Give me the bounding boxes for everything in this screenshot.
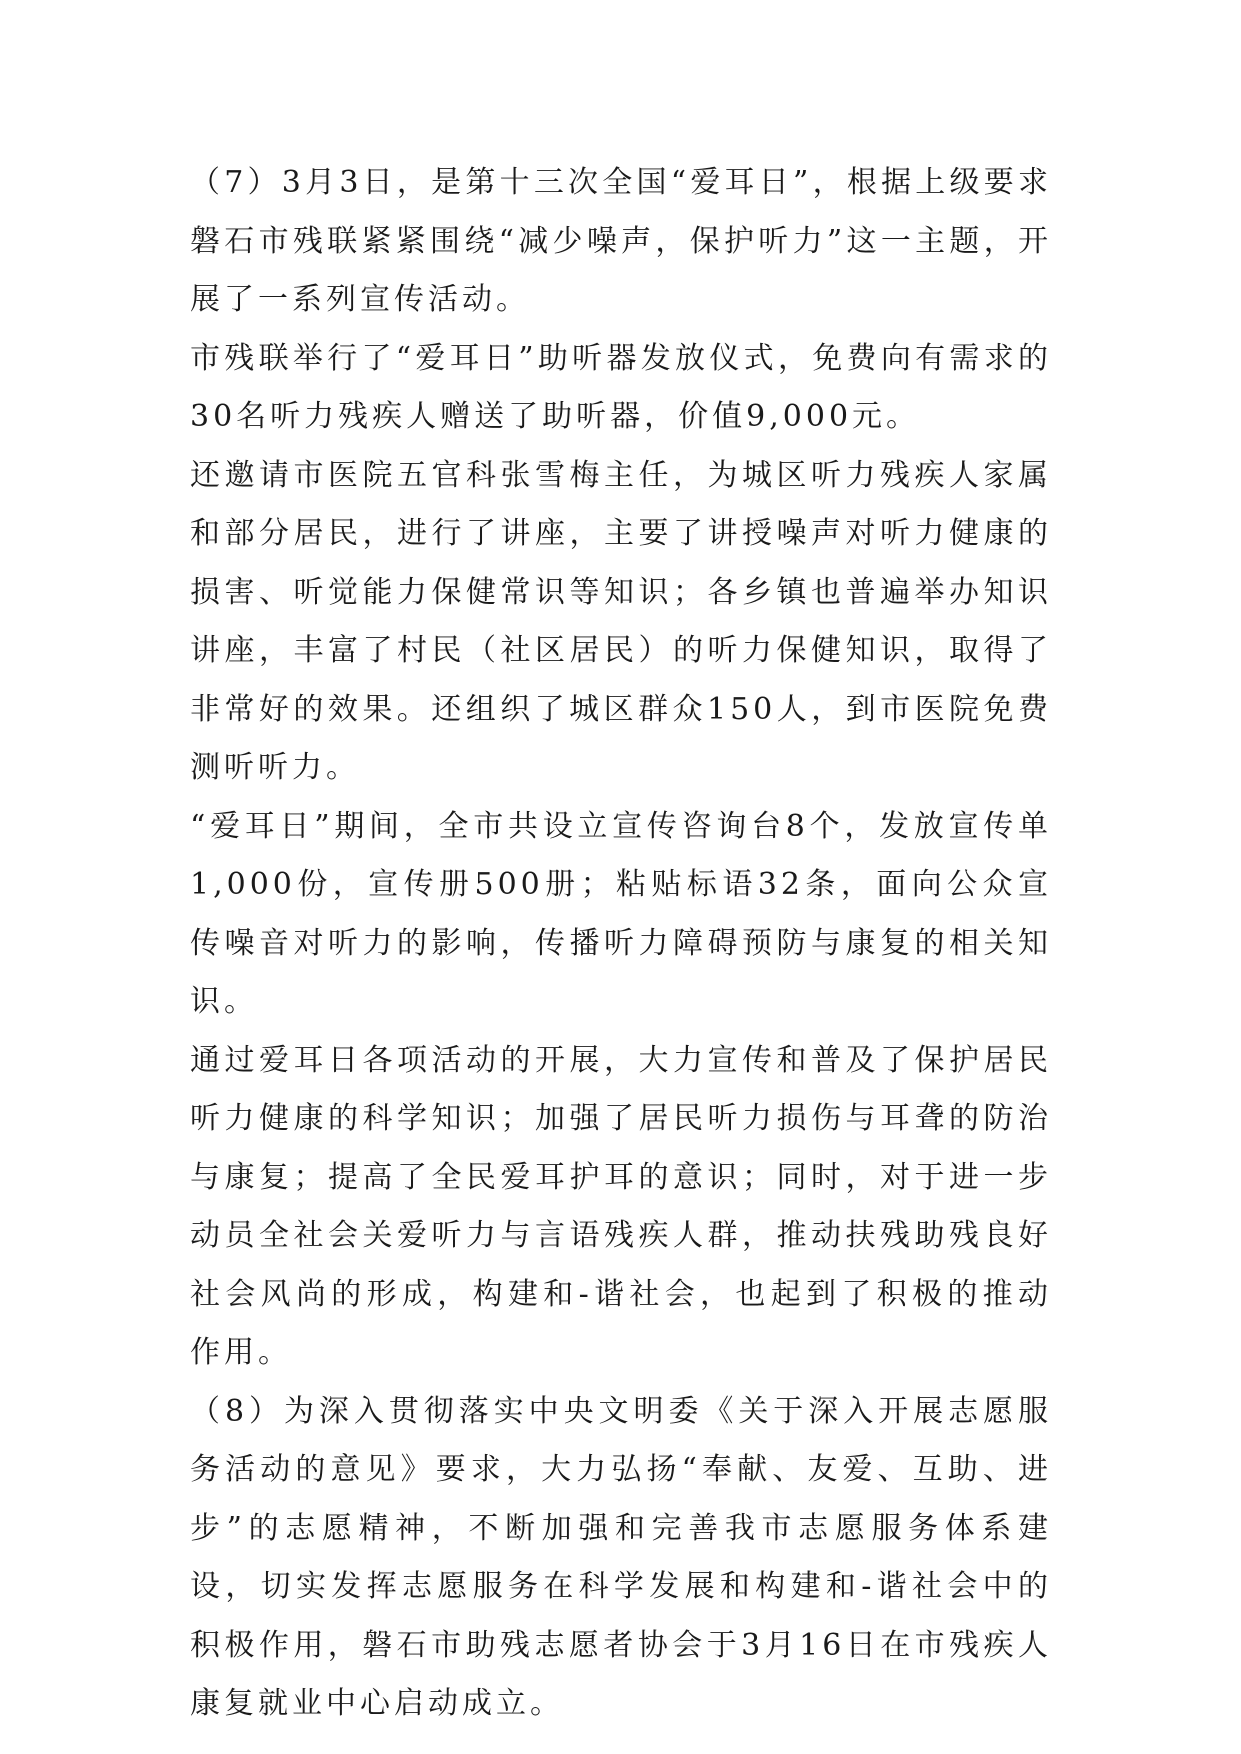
paragraph-hearing-aid-ceremony: 市残联举行了“爱耳日”助听器发放仪式，免费向有需求的30名听力残疾人赠送了助听器，价值9,000元。 — [190, 340, 1052, 434]
paragraph-volunteer-association: （8）为深入贯彻落实中央文明委《关于深入开展志愿服务活动的意见》要求，大力弘扬“奉献、友爱、互助、进步”的志愿精神，不断加强和完善我市志愿服务体系建设，切实发挥志愿服务在科学发展和构建和-谐社会中的积极作用，磐石市助残志愿者协会于3月16日在市残疾人康复就业中心启动成立。 — [190, 1393, 1052, 1721]
paragraph-publicity-stats: “爱耳日”期间，全市共设立宣传咨询台8个，发放宣传单1,000份，宣传册500册；粘贴标语32条，面向公众宣传噪音对听力的影响，传播听力障碍预防与康复的相关知识。 — [190, 808, 1052, 1019]
paragraph-activity-summary: 通过爱耳日各项活动的开展，大力宣传和普及了保护居民听力健康的科学知识；加强了居民听力损伤与耳聋的防治与康复；提高了全民爱耳护耳的意识；同时，对于进一步动员全社会关爱听力与言语残疾人群，推动扶残助残良好社会风尚的形成，构建和-谐社会，也起到了积极的推动作用。 — [190, 1042, 1052, 1370]
paragraph-ear-day-intro: （7）3月3日，是第十三次全国“爱耳日”，根据上级要求磐石市残联紧紧围绕“减少噪声，保护听力”这一主题，开展了一系列宣传活动。 — [190, 165, 1052, 317]
paragraph-lecture: 还邀请市医院五官科张雪梅主任，为城区听力残疾人家属和部分居民，进行了讲座，主要了讲授噪声对听力健康的损害、听觉能力保健常识等知识；各乡镇也普遍举办知识讲座，丰富了村民（社区居民）的听力保健知识，取得了非常好的效果。还组织了城区群众150人，到市医院免费测听听力。 — [190, 457, 1052, 785]
document-body — [190, 154, 1052, 1734]
